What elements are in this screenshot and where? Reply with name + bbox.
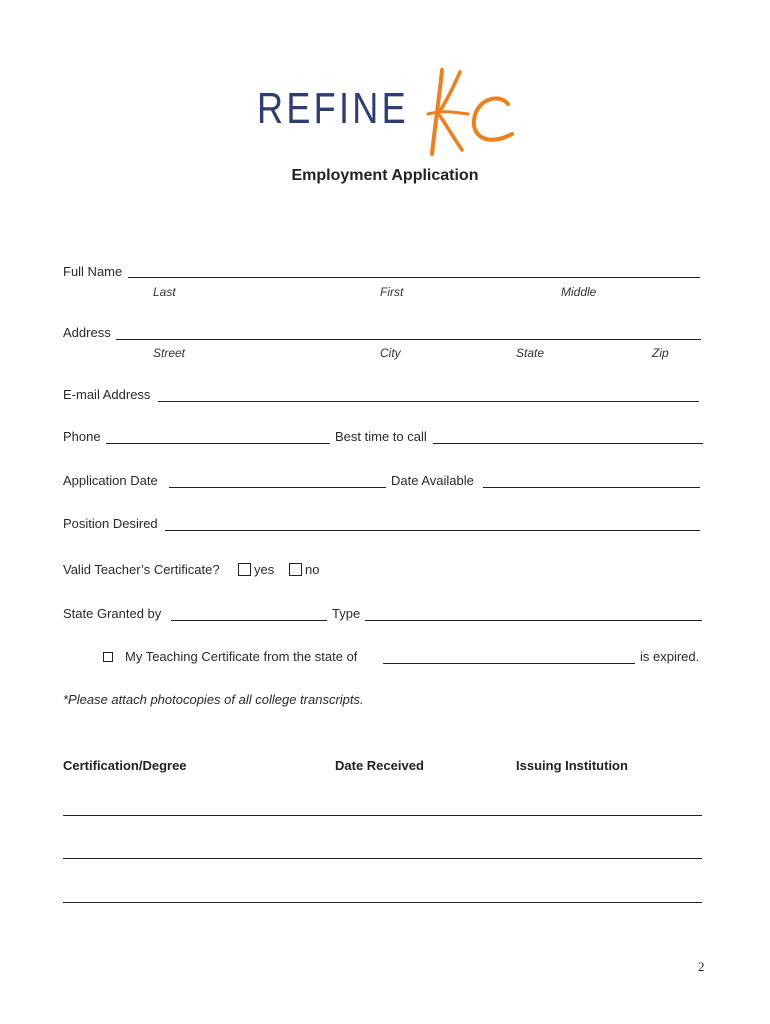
email-field[interactable] — [158, 401, 699, 402]
position-desired-label: Position Desired — [63, 516, 158, 531]
email-label: E-mail Address — [63, 387, 151, 402]
table-row[interactable] — [63, 815, 702, 816]
table-header-issuing-institution: Issuing Institution — [516, 758, 628, 773]
zip-sublabel: Zip — [652, 346, 669, 360]
phone-field[interactable] — [106, 443, 330, 444]
logo-wordmark: REFINE — [257, 84, 409, 133]
city-sublabel: City — [380, 346, 401, 360]
state-sublabel: State — [516, 346, 545, 360]
page-number: 2 — [698, 959, 705, 974]
first-sublabel: First — [380, 285, 404, 299]
table-row[interactable] — [63, 858, 702, 859]
valid-cert-label: Valid Teacher’s Certificate? — [63, 562, 220, 577]
street-sublabel: Street — [153, 346, 186, 360]
transcripts-note: *Please attach photocopies of all college transcripts. — [63, 692, 364, 707]
type-field[interactable] — [365, 620, 702, 621]
expired-cert-checkbox[interactable] — [103, 652, 113, 662]
date-available-field[interactable] — [483, 487, 700, 488]
address-field[interactable] — [116, 339, 701, 340]
valid-cert-no-checkbox[interactable] — [289, 563, 302, 576]
date-available-label: Date Available — [391, 473, 474, 488]
table-header-certification: Certification/Degree — [63, 758, 187, 773]
address-label: Address — [63, 325, 111, 340]
page-title: Employment Application — [291, 167, 479, 184]
table-row[interactable] — [63, 902, 702, 903]
last-sublabel: Last — [153, 285, 176, 299]
position-desired-field[interactable] — [165, 530, 700, 531]
logo-kc-script — [424, 62, 520, 162]
state-granted-label: State Granted by — [63, 606, 162, 621]
type-label: Type — [332, 606, 361, 621]
valid-cert-yes-label: yes — [254, 562, 275, 577]
expired-cert-label: My Teaching Certificate from the state of — [125, 649, 358, 664]
table-header-date-received: Date Received — [335, 758, 424, 773]
application-date-field[interactable] — [169, 487, 386, 488]
phone-label: Phone — [63, 429, 101, 444]
full-name-field[interactable] — [128, 277, 700, 278]
full-name-label: Full Name — [63, 264, 123, 279]
valid-cert-no-label: no — [305, 562, 320, 577]
state-granted-field[interactable] — [171, 620, 327, 621]
best-time-label: Best time to call — [335, 429, 427, 444]
expired-suffix-label: is expired. — [640, 649, 700, 664]
best-time-field[interactable] — [433, 443, 703, 444]
valid-cert-yes-checkbox[interactable] — [238, 563, 251, 576]
application-date-label: Application Date — [63, 473, 158, 488]
middle-sublabel: Middle — [561, 285, 597, 299]
expired-state-field[interactable] — [383, 663, 635, 664]
